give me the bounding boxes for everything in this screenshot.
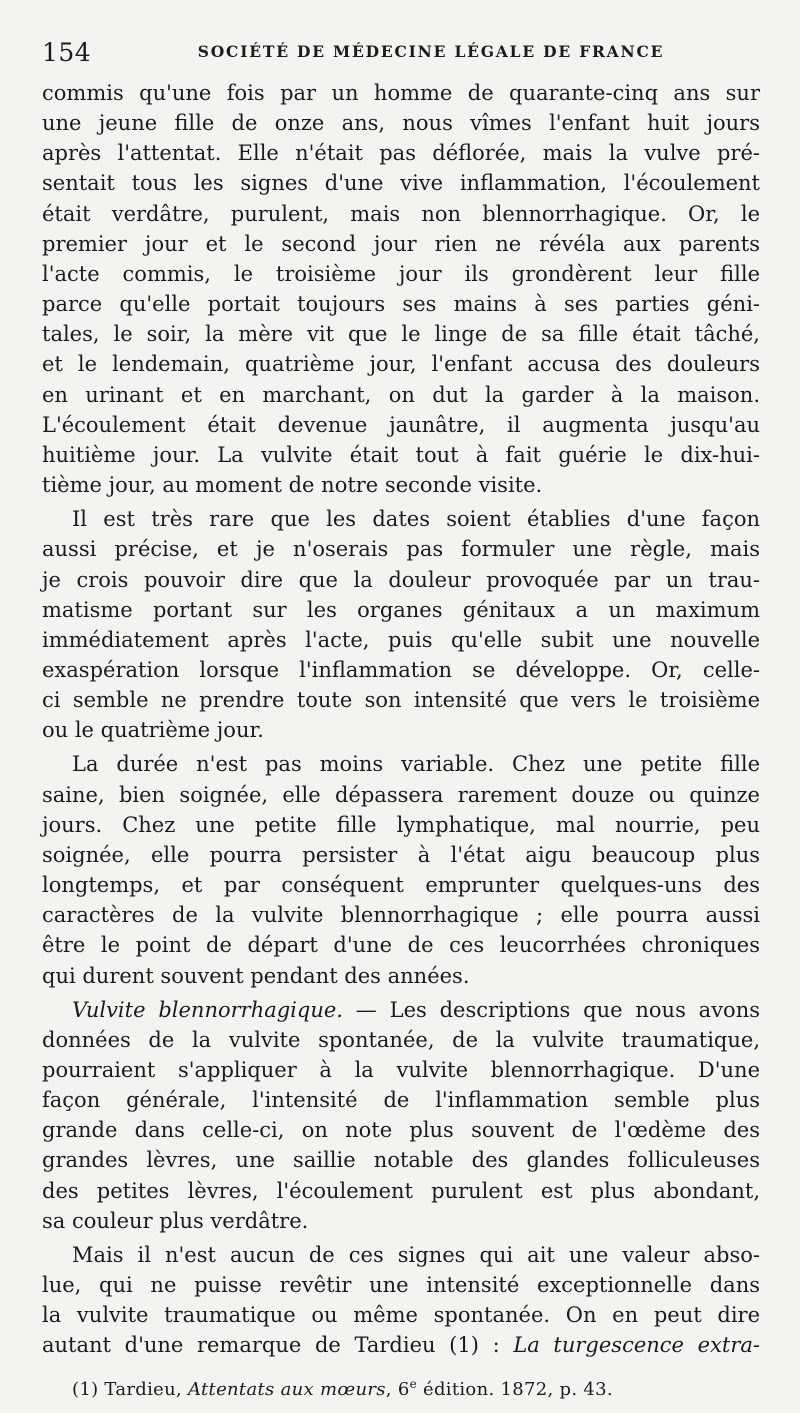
line-text: soignée, elle pourra persister à l'état aigu beaucoup plus [42, 842, 760, 867]
text-line [42, 440, 760, 470]
footnote-book-title: Attentats aux mœurs [188, 1378, 386, 1400]
line-text: — Les descriptions que nous avons [342, 997, 760, 1022]
text-line [42, 715, 760, 745]
running-title: SOCIÉTÉ DE MÉDECINE LÉGALE DE FRANCE [197, 42, 665, 61]
line-text: tième jour, au moment de notre seconde visite. [42, 473, 543, 498]
paragraph [42, 1240, 760, 1361]
line-text: après l'attentat. Elle n'était pas déflorée, mais la vulve pré- [42, 141, 760, 166]
line-text: ci semble ne prendre toute son intensité que vers le troisième [42, 688, 760, 713]
line-text: pourraient s'appliquer à la vulvite blennorrhagique. D'une [42, 1058, 760, 1082]
text-line [42, 1330, 760, 1360]
text-line [42, 900, 760, 930]
page-number: 154 [42, 38, 92, 67]
line-text: longtemps, et par conséquent emprunter quelques-uns des [42, 873, 760, 898]
line-text: ou le quatrième jour. [42, 718, 264, 743]
text-line [42, 870, 760, 900]
line-text: caractères de la vulvite blennorrhagique ; elle pourra aussi [42, 903, 760, 928]
text-line [42, 565, 760, 595]
line-text: être le point de départ d'une de ces leucorrhées chroniques [42, 933, 760, 958]
line-text: et le lendemain, quatrième jour, l'enfant accusa des douleurs [42, 352, 760, 377]
line-text: aussi précise, et je n'oserais pas formuler une règle, mais [42, 537, 760, 562]
text-line [42, 655, 760, 685]
text-line [42, 840, 760, 870]
footnote [42, 1371, 760, 1403]
text-line [42, 685, 760, 715]
line-text: façon générale, l'intensité de l'inflammation semble plus [42, 1088, 760, 1113]
italic-quote: La turgescence extra- [513, 1333, 761, 1358]
text-line [42, 995, 760, 1025]
text-line [42, 410, 760, 440]
paragraph [42, 78, 760, 500]
text-line [42, 961, 760, 991]
line-text: immédiatement après l'acte, puis qu'elle subit une nouvelle [42, 627, 760, 652]
line-text: saine, bien soignée, elle dépassera rarement douze ou quinze [42, 782, 760, 807]
italic-heading: Vulvite blennorrhagique. [72, 997, 343, 1022]
line-text: sentait tous les signes d'une vive inflammation, l'écoulement [42, 171, 760, 196]
line-text: je crois pouvoir dire que la douleur provoquée par un trau- [42, 567, 760, 592]
line-text: qui durent souvent pendant des années. [42, 963, 470, 988]
line-text: La durée n'est pas moins variable. Chez une petite fille [72, 752, 760, 777]
line-text: données de la vulvite spontanée, de la vulvite traumatique, [42, 1027, 760, 1052]
text-line [42, 78, 760, 108]
text-line [42, 1176, 760, 1206]
text-line [42, 229, 760, 259]
footnote-marker: (1) Tardieu, [72, 1378, 189, 1400]
text-line [42, 1145, 760, 1175]
line-text: lue, qui ne puisse revêtir une intensité exceptionnelle dans [42, 1273, 760, 1298]
text-line [42, 168, 760, 198]
paragraph [42, 749, 760, 990]
line-text: matisme portant sur les organes génitaux a un maximum [42, 597, 760, 622]
text-line [42, 504, 760, 534]
line-text: Il est très rare que les dates soient établies d'une façon [72, 507, 760, 532]
line-text: en urinant et en marchant, on dut la garder à la maison. [42, 382, 760, 407]
text-line [42, 319, 760, 349]
line-text: l'acte commis, le troisième jour ils grondèrent leur fille [42, 261, 760, 286]
text-line [42, 1085, 760, 1115]
line-text: sa couleur plus verdâtre. [42, 1208, 309, 1233]
body-text [42, 78, 760, 1361]
text-line [42, 780, 760, 810]
text-line [42, 1206, 760, 1236]
line-text: parce qu'elle portait toujours ses mains à ses parties géni- [42, 292, 760, 317]
text-line [42, 138, 760, 168]
text-line [42, 625, 760, 655]
page-header [42, 34, 760, 78]
text-line [42, 289, 760, 319]
text-line [42, 349, 760, 379]
footnote-separator [42, 1361, 760, 1367]
text-line [42, 1055, 760, 1085]
line-text: une jeune fille de onze ans, nous vîmes l'enfant huit jours [42, 111, 760, 136]
line-text: huitième jour. La vulvite était tout à fait guérie le dix-hui- [42, 442, 760, 467]
text-line [42, 1240, 760, 1270]
text-line [42, 1300, 760, 1330]
text-line [42, 470, 760, 500]
line-text: la vulvite traumatique ou même spontanée. On en peut dire [42, 1303, 760, 1328]
text-line [42, 1025, 760, 1055]
text-line [42, 108, 760, 138]
line-text: jours. Chez une petite fille lymphatique, mal nourrie, peu [42, 812, 760, 837]
footnote-superscript: e [409, 1376, 417, 1391]
text-line [42, 1270, 760, 1300]
line-text: des petites lèvres, l'écoulement purulent est plus abondant, [42, 1178, 760, 1203]
line-text: grandes lèvres, une saillie notable des glandes folliculeuses [42, 1148, 760, 1173]
text-line [42, 1115, 760, 1145]
line-text: premier jour et le second jour rien ne révéla aux parents [42, 231, 760, 256]
line-text: commis qu'une fois par un homme de quarante-cinq ans sur [42, 81, 760, 105]
line-text: autant d'une remarque de Tardieu (1) : [42, 1333, 514, 1358]
paragraph [42, 504, 760, 745]
footnote-edition-prefix: , 6 [385, 1378, 410, 1400]
line-text: tales, le soir, la mère vit que le linge de sa fille était tâché, [42, 322, 760, 347]
text-line [42, 810, 760, 840]
paragraph [42, 995, 760, 1236]
text-line [42, 930, 760, 960]
line-text: Mais il n'est aucun de ces signes qui ait une valeur abso- [72, 1242, 760, 1267]
line-text: L'écoulement était devenue jaunâtre, il augmenta jusqu'au [42, 412, 760, 437]
line-text: exaspération lorsque l'inflammation se développe. Or, celle- [42, 657, 760, 682]
footnote-rest: édition. 1872, p. 43. [416, 1378, 613, 1400]
text-line [42, 749, 760, 779]
text-line [42, 534, 760, 564]
line-text: était verdâtre, purulent, mais non blennorrhagique. Or, le [42, 201, 760, 226]
text-line [42, 380, 760, 410]
line-text: grande dans celle-ci, on note plus souvent de l'œdème des [42, 1118, 760, 1143]
text-line [42, 595, 760, 625]
text-line [42, 259, 760, 289]
text-line [42, 199, 760, 229]
